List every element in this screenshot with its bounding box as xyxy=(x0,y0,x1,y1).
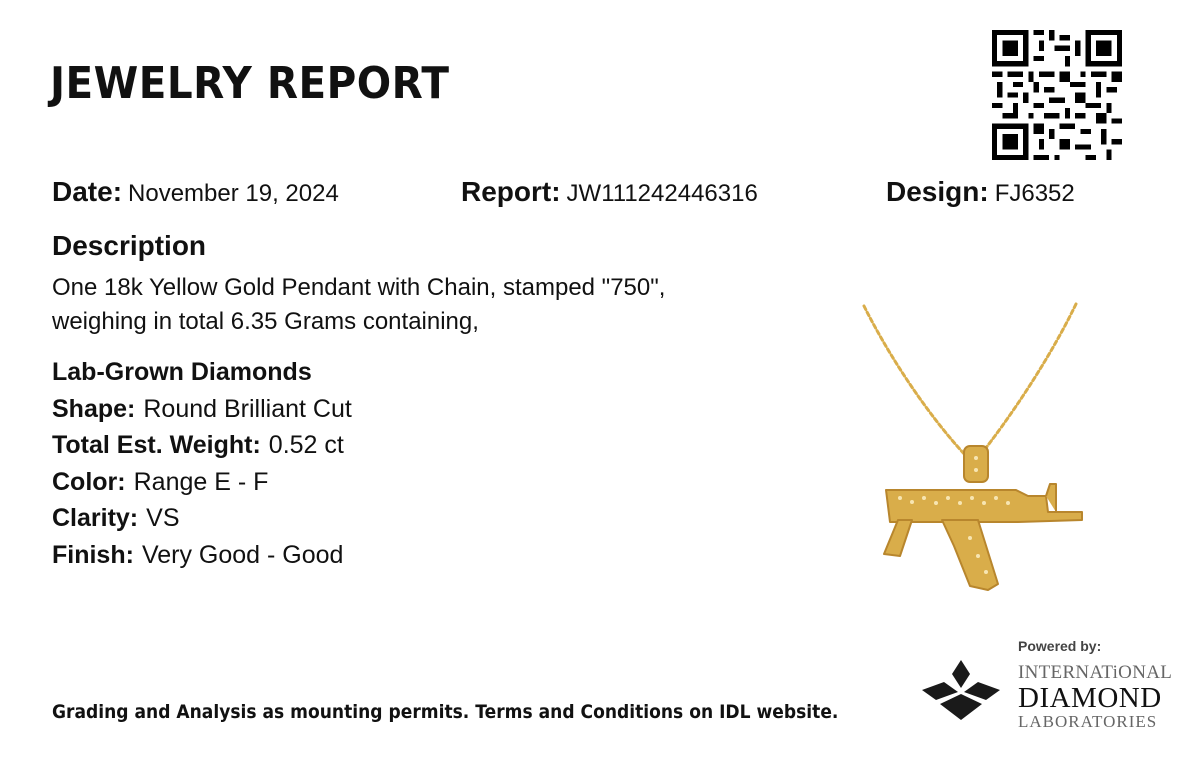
stones-heading: Lab-Grown Diamonds xyxy=(52,358,312,386)
weight-value: 0.52 ct xyxy=(268,431,344,459)
shape-row xyxy=(52,391,352,428)
weight-label: Total Est. Weight: xyxy=(52,431,261,459)
idl-logo-icon xyxy=(922,660,1000,720)
report-field xyxy=(461,176,758,208)
weight-row xyxy=(52,427,352,464)
clarity-label: Clarity: xyxy=(52,504,139,532)
powered-by-label: Powered by: xyxy=(1018,638,1102,654)
footer-disclaimer: Grading and Analysis as mounting permits. Terms and Conditions on IDL website. xyxy=(52,701,839,723)
pendant-image xyxy=(850,298,1100,598)
idl-line-3: LABORATORIES xyxy=(1018,712,1158,731)
design-field xyxy=(886,176,1075,208)
shape-label: Shape: xyxy=(52,394,136,423)
report-label: Report: xyxy=(461,176,561,207)
clarity-value: VS xyxy=(146,504,180,532)
clarity-row xyxy=(52,500,352,537)
description-text xyxy=(52,271,812,339)
finish-value: Very Good - Good xyxy=(141,540,344,569)
finish-label: Finish: xyxy=(52,540,134,569)
idl-line-2: DIAMOND xyxy=(1018,682,1162,714)
design-label: Design: xyxy=(886,176,989,207)
date-value: November 19, 2024 xyxy=(128,180,339,207)
qr-code-icon xyxy=(992,30,1122,160)
stone-specs xyxy=(52,354,352,573)
color-label: Color: xyxy=(52,467,126,496)
date-field xyxy=(52,176,339,208)
shape-value: Round Brilliant Cut xyxy=(143,394,352,423)
description-line-1: One 18k Yellow Gold Pendant with Chain, stamped "750", xyxy=(52,274,666,301)
color-value: Range E - F xyxy=(133,467,269,496)
idl-line-1: INTERNATiONAL xyxy=(1018,662,1173,683)
description-heading: Description xyxy=(52,230,207,261)
color-row xyxy=(52,464,352,501)
design-value: FJ6352 xyxy=(994,180,1075,207)
report-value: JW111242446316 xyxy=(566,180,758,207)
date-label: Date: xyxy=(52,176,123,207)
report-title: JEWELRY REPORT xyxy=(50,58,450,109)
description-line-2: weighing in total 6.35 Grams containing, xyxy=(52,308,479,335)
finish-row xyxy=(52,537,352,574)
idl-wordmark xyxy=(1018,662,1172,732)
